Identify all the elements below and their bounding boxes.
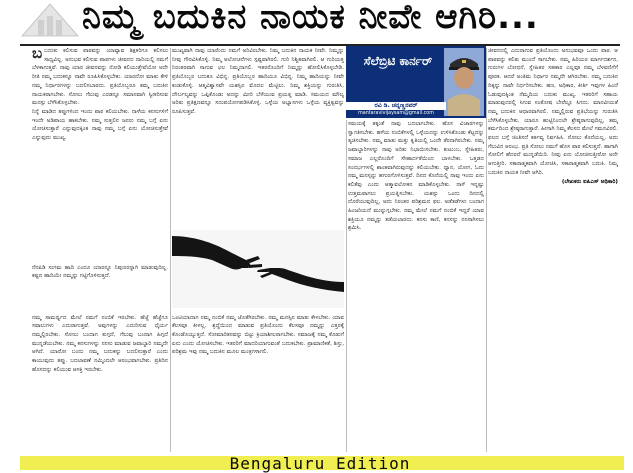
- column-divider: [346, 120, 347, 452]
- paragraph: ಮುಖ್ಯವಾಗಿ ನಾವು ಯಾರೆಂದು ನಮಗೆ ಅರಿವಿರಬೇಕು. ನಿಮ್ಮ ಬದುಕಿನ ನಾಯಕ ನೀವೇ. ನಿಮ್ಮನ್ನು ನೀವು ಗೌರವಿಸಿಕೊಳ್ಳಿ. ನಿಮ್ಮ ಆಲೋಚನೆಗಳು ಸ್ಪಷ್ಟವಾಗಿರಲಿ. ಗುರಿ ನಿಶ್ಚಿತವಾಗಿರಲಿ. ಆ ಗುರಿಯತ್ತ ನಿರಂತರವಾಗಿ ಸಾಗುವ ಛಲ ನಿಮ್ಮದಾಗಲಿ. ಇತರರೊಂದಿಗೆ ನಿಮ್ಮನ್ನು ಹೋಲಿಸಿಕೊಳ್ಳಬೇಡಿ. ಪ್ರತಿಯೊಬ್ಬರ ಬದುಕೂ ವಿಭಿನ್ನ. ಪ್ರತಿಯೊಬ್ಬರ ಹಾದಿಯೂ ವಿಭಿನ್ನ. ನಿಮ್ಮ ಹಾದಿಯನ್ನು ನೀವೇ ಕಂಡುಕೊಳ್ಳಿ. ಆತ್ಮವಿಶ್ವಾಸವೇ ಯಶಸ್ಸಿನ ಮೊದಲ ಮೆಟ್ಟಿಲು. ನಿಮ್ಮ ಶಕ್ತಿಯನ್ನು ಗುರುತಿಸಿ, ದೌರ್ಬಲ್ಯವನ್ನು ಒಪ್ಪಿಕೊಂಡು ಅದನ್ನು ಮೀರಿ ಬೆಳೆಯುವ ಪ್ರಯತ್ನ ಮಾಡಿ. ಸಮಯದ ಮೌಲ್ಯ ಅರಿತು ಪ್ರತಿಕ್ಷಣವನ್ನೂ ಸದುಪಯೋಗಪಡಿಸಿಕೊಳ್ಳಿ. ಒಳ್ಳೆಯ ಅಭ್ಯಾಸಗಳು ಒಳ್ಳೆಯ ವ್ಯಕ್ತಿತ್ವವನ್ನು ರೂಪಿಸುತ್ತವೆ.: [172, 48, 344, 115]
- article-column-2-lower: [172, 308, 344, 451]
- paragraph: ಸಮಯಕ್ಕೆ ತಕ್ಕಂತೆ ನಾವು ಬದಲಾಗಬೇಕು. ಹೊಸ ವಿಚಾರಗಳನ್ನು ಸ್ವಾಗತಿಸಬೇಕು. ಹಳೆಯ ನಂಬಿಕೆಗಳಲ್ಲಿ ಒಳ್ಳೆಯದನ್ನು ಉಳಿಸಿಕೊಂಡು ಕೆಟ್ಟದನ್ನು ತ್ಯಜಿಸಬೇಕು. ನಮ್ಮ ಮಾತು ಮತ್ತು ಕೃತಿಯಲ್ಲಿ ಒಂದೇ ತೆರನಾಗಿರಬೇಕು. ನಮ್ಮ ಜವಾಬ್ದಾರಿಗಳನ್ನು ನಾವು ಅರಿತು ನಿಭಾಯಿಸಬೇಕು. ಕುಟುಂಬ, ಸ್ನೇಹಿತರು, ಸಮಾಜ ಎಲ್ಲರೊಂದಿಗೆ ಸೌಹಾರ್ದತೆಯಿಂದ ಬಾಳಬೇಕು. ಒತ್ತಡದ ಸಂದರ್ಭಗಳಲ್ಲಿ ಶಾಂತವಾಗಿರುವುದನ್ನು ಕಲಿಯಬೇಕು. ಧ್ಯಾನ, ಯೋಗ, ಓದು ನಮ್ಮ ಮನಸ್ಸನ್ನು ಹಗುರಗೊಳಿಸುತ್ತವೆ. ದಿನದ ಕೊನೆಯಲ್ಲಿ ನಾವು ಇಂದು ಏನು ಕಲಿತೆವು ಎಂದು ಆತ್ಮಾವಲೋಕನ ಮಾಡಿಕೊಳ್ಳಬೇಕು. ನಾಳೆ ಇನ್ನಷ್ಟು ಉತ್ತಮವಾಗಲು ಪ್ರಯತ್ನಿಸಬೇಕು. ಯಶಸ್ಸು ಒಂದು ದಿನದಲ್ಲಿ ದೊರೆಯುವುದಿಲ್ಲ, ಅದು ನಿರಂತರ ಪರಿಶ್ರಮದ ಫಲ. ಅಡೆತಡೆಗಳು ಬಂದಾಗ ಹಿಂಜರಿಯದೆ ಮುನ್ನುಗ್ಗಬೇಕು. ನಮ್ಮ ಮೇಲೆ ನಮಗೆ ನಂಬಿಕೆ ಇದ್ದರೆ ಯಾವ ಶಕ್ತಿಯೂ ನಮ್ಮನ್ನು ತಡೆಯಲಾರದು. ಕನಸು ಕಾಣಿ, ಕನಸನ್ನು ನನಸಾಗಿಸಲು ಶ್ರಮಿಸಿ.: [348, 121, 484, 232]
- article-column-4: [488, 47, 618, 451]
- column-divider: [486, 48, 487, 452]
- paragraph-text: ಬದುಕು ಕಲಿಸುವ ಪಾಠವನ್ನು ಯಾವ್ಯಾವ ಶಿಕ್ಷಕರಿಗೂ ಕಲಿಸಲು ಸಾಧ್ಯವಿಲ್ಲ. ಅನುಭವ ಕಲಿಸುವ ಪಾಠಗಳು ಜೀವನದ ದಾರಿಯಲ್ಲಿ ನಮಗೆ ಬೆಳಕಾಗುತ್ತವೆ. ನಾವು ಯಾರ ಜೀವನವನ್ನು ನೋಡಿ ಕಲಿಯುತ್ತೇವೆಯೋ ಅದೇ ರೀತಿ ನಮ್ಮ ಬದುಕನ್ನೂ ನಾವೇ ರೂಪಿಸಿಕೊಳ್ಳಬೇಕು. ಯಾರದೋ ಮಾತು ಕೇಳಿ ನಮ್ಮ ನಿರ್ಧಾರಗಳನ್ನು ಬದಲಿಸಬಾರದು. ಪ್ರತಿಯೊಬ್ಬರೂ ತಮ್ಮ ಬದುಕಿನ ನಾಯಕರಾಗಬೇಕು. ಸೋಲು ಗೆಲುವು ಎರಡನ್ನೂ ಸಮಾನವಾಗಿ ಸ್ವೀಕರಿಸುವ ಮನಸ್ಸು ಬೆಳೆಸಿಕೊಳ್ಳಬೇಕು.: [32, 48, 168, 107]
- officer-portrait-icon: [444, 48, 484, 116]
- hands-illustration-icon: [172, 230, 344, 308]
- article-column-1: [32, 47, 168, 257]
- reaching-hands-photo: [172, 230, 344, 308]
- pillar-emblem-icon: [20, 2, 80, 38]
- paragraph: ನಿನ್ನೆ ಮಾಡಿದ ತಪ್ಪುಗಳಿಂದ ಇಂದು ಪಾಠ ಕಲಿಯಬೇಕು. ನಾಳೆಯ ಕನಸುಗಳಿಗೆ ಇಂದೇ ಅಡಿಪಾಯ ಹಾಕಬೇಕು. ನಮ್ಮ ಸುತ್ತಲಿನ ಜನರು ನಮ್ಮ ಬಗ್ಗೆ ಏನು ಯೋಚಿಸುತ್ತಾರೆ ಎನ್ನುವುದಕ್ಕಿಂತ ನಾವು ನಮ್ಮ ಬಗ್ಗೆ ಏನು ಯೋಚಿಸುತ್ತೇವೆ ಎನ್ನುವುದು ಮುಖ್ಯ.: [32, 108, 168, 142]
- paragraph: ಒಂಟಿಯಾದಾಗ ನಮ್ಮ ನಂಬಿಕೆ ನಮ್ಮ ಜೊತೆಗಿರಬೇಕು. ನಮ್ಮ ಮನಸ್ಸಿನ ಮಾತು ಕೇಳಬೇಕು. ಯಾವ ಕೆಲಸವೂ ಕೀಳಲ್ಲ. ಶ್ರದ್ಧೆಯಿಂದ ಮಾಡುವ ಪ್ರತಿಯೊಂದು ಕೆಲಸವೂ ನಮ್ಮನ್ನು ಎತ್ತರಕ್ಕೆ ಕೊಂಡೊಯ್ಯುತ್ತದೆ. ಸೋಮಾರಿತನವನ್ನು ಬಿಟ್ಟು ಕ್ರಿಯಾಶೀಲರಾಗಬೇಕು. ಸಮಾಜಕ್ಕೆ ನಮ್ಮ ಕೊಡುಗೆ ಏನು ಎಂದು ಯೋಚಿಸಬೇಕು. ಇತರರಿಗೆ ಮಾದರಿಯಾಗುವಂತೆ ಬದುಕಬೇಕು. ಪ್ರಾಮಾಣಿಕತೆ, ಶಿಸ್ತು, ಪರಿಶ್ರಮ ಇವು ನಮ್ಮ ಬದುಕಿನ ಮೂಲ ಮಂತ್ರಗಳಾಗಲಿ.: [172, 314, 344, 356]
- article-column-2: [172, 47, 344, 229]
- headline-banner: [20, 0, 620, 46]
- article-column-1-lower: [32, 308, 168, 451]
- edition-label: Bengaluru Edition: [229, 454, 411, 473]
- author-email: mantaravivijaysam@gmail.com: [358, 111, 434, 116]
- badge-title: ಸೆಲೆಬ್ರಿಟಿ ಕಾರ್ನರ್: [363, 54, 433, 68]
- paragraph: ಜೀವನದಲ್ಲಿ ಎದುರಾಗುವ ಪ್ರತಿಯೊಂದು ಅನುಭವವೂ ಒಂದು ಪಾಠ. ಆ ಪಾಠವನ್ನು ಕಲಿತು ಮುಂದೆ ಸಾಗಬೇಕು. ನಮ್ಮ ಹಿರಿಯರ ಮಾರ್ಗದರ್ಶನ, ಗುರುಗಳ ಬೋಧನೆ, ಸ್ನೇಹಿತರ ಸಹಕಾರ ಎಲ್ಲವೂ ನಮ್ಮ ಬೆಳವಣಿಗೆಗೆ ಪೂರಕ. ಆದರೆ ಅಂತಿಮ ನಿರ್ಧಾರ ನಮ್ಮದೇ ಆಗಿರಬೇಕು. ನಮ್ಮ ಬದುಕಿನ ದಿಕ್ಕನ್ನು ನಾವೇ ನಿರ್ಧರಿಸಬೇಕು. ಹಣ, ಅಧಿಕಾರ, ಕೀರ್ತಿ ಇವುಗಳ ಹಿಂದೆ ಓಡುವುದಕ್ಕಿಂತ ನೆಮ್ಮದಿಯ ಬದುಕು ಮುಖ್ಯ. ಇತರರಿಗೆ ಸಹಾಯ ಮಾಡುವುದರಲ್ಲಿ ಸಿಗುವ ಸಂತೋಷ ಬೇರೆಲ್ಲೂ ಸಿಗದು. ಮಾನವೀಯತೆ ನಮ್ಮ ಬದುಕಿನ ಆಧಾರವಾಗಿರಲಿ. ನಮ್ಮಲ್ಲಿರುವ ಪ್ರತಿಭೆಯನ್ನು ಗುರುತಿಸಿ ಬೆಳೆಸಿಕೊಳ್ಳಬೇಕು. ಯಾರೂ ಹುಟ್ಟಿನಿಂದಲೇ ಶ್ರೇಷ್ಠರಾಗುವುದಿಲ್ಲ, ತಮ್ಮ ಕರ್ಮದಿಂದ ಶ್ರೇಷ್ಠರಾಗುತ್ತಾರೆ. ಹೀಗಾಗಿ ನಿಮ್ಮ ಕೆಲಸದ ಮೇಲೆ ಗಮನವಿರಲಿ. ಫಲದ ಬಗ್ಗೆ ಚಿಂತಿಸದೆ ಕರ್ತವ್ಯ ನಿರ್ವಹಿಸಿ. ಸೋಲು ಕೊನೆಯಲ್ಲ, ಅದು ಗೆಲುವಿನ ಆರಂಭ. ಪ್ರತಿ ಸೋಲು ನಮಗೆ ಹೊಸ ಪಾಠ ಕಲಿಸುತ್ತದೆ. ಹಾಗಾಗಿ ಸೋಲಿಗೆ ಹೆದರದೆ ಮುನ್ನಡೆಯಿರಿ. ನೀವು ಏನು ಯೋಚಿಸುತ್ತೀರೋ ಅದೇ ಆಗುತ್ತೀರಿ. ಸಕಾರಾತ್ಮಕವಾಗಿ ಯೋಚಿಸಿ, ಸಕಾರಾತ್ಮಕವಾಗಿ ಬದುಕಿ. ನಿಮ್ಮ ಬದುಕಿನ ನಾಯಕ ನೀವೇ ಆಗಿರಿ.: [488, 48, 618, 176]
- author-name: ರವಿ ಡಿ. ಚನ್ನಣ್ಣನವರ್: [346, 102, 446, 110]
- article-column-3: [348, 120, 484, 452]
- headline-title: ನಿಮ್ಮ ಬದುಕಿನ ನಾಯಕ ನೀವೇ ಆಗಿರಿ...: [82, 0, 539, 37]
- drop-cap: ಬ: [32, 47, 43, 62]
- article-column-1-mid: [32, 258, 168, 308]
- author-signoff: (ಲೇಖಕರು ಐಪಿಎಸ್ ಅಧಿಕಾರಿ): [561, 178, 618, 185]
- column-divider: [170, 48, 171, 452]
- paragraph: [32, 47, 168, 108]
- paragraph: ನಮ್ಮ ಸಾಮರ್ಥ್ಯದ ಮೇಲೆ ನಮಗೆ ನಂಬಿಕೆ ಇರಬೇಕು. ಹೆಜ್ಜೆ ಹೆಜ್ಜೆಗೂ ಸವಾಲುಗಳು ಎದುರಾಗುತ್ತವೆ. ಅವುಗಳನ್ನು ಎದುರಿಸುವ ಧೈರ್ಯ ನಮ್ಮಲ್ಲಿರಬೇಕು. ಸೋಲು ಬಂದಾಗ ಕುಗ್ಗದೆ, ಗೆಲುವು ಬಂದಾಗ ಹಿಗ್ಗದೆ ಮುನ್ನಡೆಯಬೇಕು. ನಮ್ಮ ಕನಸುಗಳನ್ನು ನನಸು ಮಾಡುವ ಜವಾಬ್ದಾರಿ ನಮ್ಮದೇ ಆಗಿದೆ. ಯಾರೋ ಬಂದು ನಮ್ಮ ಬದುಕನ್ನು ಬದಲಿಸುತ್ತಾರೆ ಎಂದು ಕಾಯುವುದು ತಪ್ಪು. ಬದಲಾವಣೆ ನಮ್ಮಿಂದಲೇ ಆರಂಭವಾಗಬೇಕು. ಪ್ರತಿದಿನ ಹೊಸದನ್ನು ಕಲಿಯುವ ಆಸಕ್ತಿ ಇರಬೇಕು.: [32, 314, 168, 373]
- paragraph: ನೆನಪಿಡಿ ಸುಗಮ ಹಾದಿ ಎಂದೂ ಯಾರನ್ನೂ ನಿಪುಣರನ್ನಾಗಿ ಮಾಡುವುದಿಲ್ಲ. ಕಷ್ಟದ ಹಾದಿಯೇ ನಮ್ಮನ್ನು ಗಟ್ಟಿಗೊಳಿಸುತ್ತದೆ.: [32, 264, 168, 280]
- celebrity-corner-badge: [346, 46, 486, 118]
